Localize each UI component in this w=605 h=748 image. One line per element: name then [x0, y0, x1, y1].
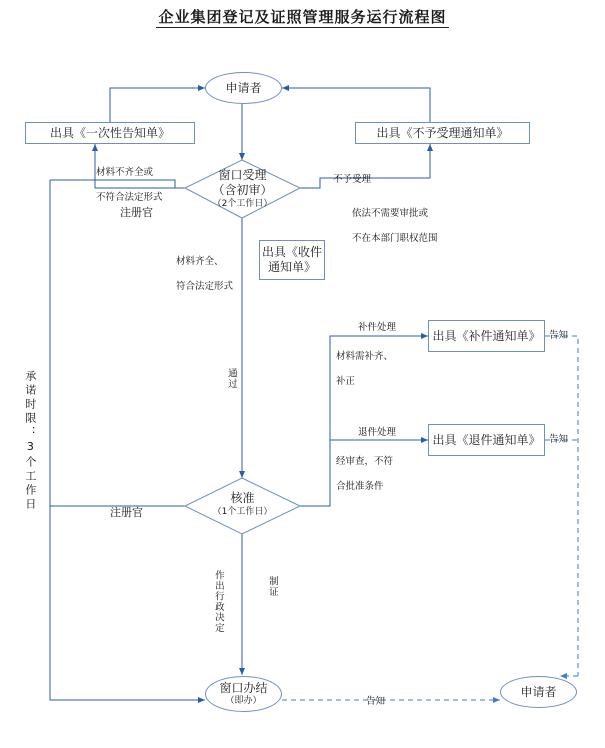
node-window-accept-sub: （2个工作日）: [212, 198, 273, 209]
node-window-done-line2: （即办）: [225, 695, 262, 706]
label-registrar-top: [120, 192, 153, 221]
node-window-accept-line2: （含初审）: [212, 183, 273, 198]
label-return-reason: [336, 444, 393, 493]
label-promise-period-text: 承诺时限：3个工作日: [23, 370, 37, 512]
label-inform-return-text: 告知: [549, 434, 569, 446]
node-reject-notice[interactable]: [355, 122, 530, 144]
label-inform-done-text: 告知: [366, 696, 386, 708]
node-reject-notice-label: 出具《不予受理通知单》: [376, 125, 509, 140]
node-approve-label: 核准: [230, 491, 255, 506]
node-applicant-bottom[interactable]: [500, 676, 577, 708]
label-registrar-bottom-text: 注册官: [110, 506, 143, 520]
label-registrar-top-text: 注册官: [120, 206, 153, 220]
node-window-accept-line1: 窗口受理: [218, 167, 267, 182]
label-pass: [224, 368, 237, 389]
node-receipt-notice-line1: 出具《收件: [261, 245, 322, 259]
label-out-of-scope: [352, 196, 438, 245]
node-return-notice[interactable]: [428, 424, 545, 456]
node-first-notice-label: 出具《一次性告知单》: [49, 125, 170, 140]
label-out-of-scope-line2: 不在本部门职权范围: [352, 233, 438, 245]
label-material-complete-line1: 材料齐全、: [176, 256, 224, 268]
label-return-handle: [358, 415, 396, 440]
label-promise-period: [22, 370, 37, 512]
node-window-done[interactable]: [205, 676, 282, 712]
label-not-accepted-text: 不予受理: [333, 174, 372, 186]
label-material-incomplete-line1: 材料不齐全或: [96, 167, 154, 179]
label-inform-supplement: [549, 318, 568, 343]
node-first-notice[interactable]: [25, 122, 195, 144]
node-applicant-bottom-label: 申请者: [520, 684, 557, 699]
node-supplement-notice[interactable]: [428, 320, 545, 352]
node-receipt-notice-line2: 通知单》: [267, 260, 316, 274]
label-make-cert-text: 制证: [266, 576, 278, 597]
decision-window-accept-shape: [185, 160, 300, 218]
node-receipt-notice[interactable]: [259, 240, 325, 280]
label-inform-done: [366, 684, 385, 709]
page-title-text: 企业集团登记及证照管理服务运行流程图: [158, 8, 447, 26]
label-material-complete: [176, 244, 233, 293]
label-supplement-handle: [358, 310, 396, 335]
label-supplement-reason: [336, 339, 393, 388]
label-inform-return: [549, 422, 568, 447]
node-approve-sub: （1个工作日）: [212, 506, 273, 517]
label-make-cert: [265, 576, 278, 597]
label-return-reason-line2: 合批准条件: [336, 481, 384, 493]
label-material-incomplete-line2: 不符合法定形式: [96, 192, 163, 204]
label-registrar-bottom: [110, 492, 143, 521]
label-material-complete-line2: 符合法定形式: [176, 281, 234, 293]
label-supplement-reason-line1: 材料需补齐、: [336, 351, 394, 363]
label-pass-text: 通过: [225, 368, 237, 389]
node-applicant-top[interactable]: [205, 72, 282, 104]
node-return-notice-label: 出具《退件通知单》: [432, 432, 541, 447]
label-decision-text: 作出行政决定: [212, 570, 224, 633]
label-out-of-scope-line1: 依法不需要审批或: [352, 208, 429, 220]
label-supplement-reason-line2: 补正: [336, 376, 356, 388]
node-applicant-top-label: 申请者: [225, 80, 262, 95]
label-decision: [211, 570, 224, 633]
label-not-accepted: [333, 162, 371, 187]
label-inform-supplement-text: 告知: [549, 330, 569, 342]
label-return-reason-line1: 经审查，不符: [336, 456, 394, 468]
node-window-done-line1: 窗口办结: [219, 680, 268, 695]
node-supplement-notice-label: 出具《补件通知单》: [432, 328, 541, 343]
label-supplement-handle-text: 补件处理: [358, 322, 397, 334]
decision-approve-shape: [185, 478, 300, 534]
label-return-handle-text: 退件处理: [358, 427, 397, 439]
